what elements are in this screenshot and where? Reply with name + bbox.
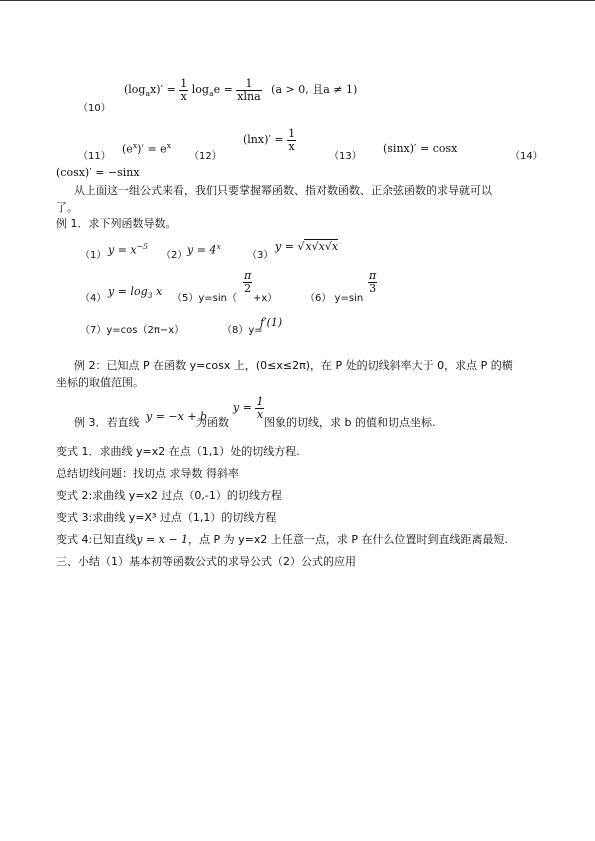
variant-4: 变式 4:已知直线y = x − 1，点 P 为 y=x2 上任意一点，求 P 在什么位置时到直线距离最短. xyxy=(56,533,509,546)
ex1-item-3-label: （3） xyxy=(247,250,274,261)
example-1-title: 例 1．求下列函数导数。 xyxy=(56,217,177,230)
ex1-item-2-label: （2） xyxy=(161,250,188,261)
variant-1: 变式 1．求曲线 y=x2 在点（1,1）处的切线方程. xyxy=(56,445,300,458)
ex1-item-6-frac: $\frac{\pi}{3}$ xyxy=(369,269,377,295)
variant-3: 变式 3:求曲线 y=X³ 过点（1,1）的切线方程 xyxy=(56,511,277,524)
formula-13-label: （13） xyxy=(329,151,362,162)
summary-tangent: 总结切线问题：找切点 求导数 得斜率 xyxy=(56,467,239,480)
formula-12: (lnx)′ = $\frac{1}{x}$ xyxy=(243,127,296,153)
formula-13: (sinx)′ = cosx xyxy=(383,142,458,155)
ex1-item-4-expr: $y = \log_3 x$ xyxy=(108,285,163,301)
ex1-item-1-expr: $y = x^{-5}$ xyxy=(108,242,148,257)
paragraph-line-1: 从上面这一组公式来看，我们只要掌握幂函数、指对数函数、正余弦函数的求导就可以 xyxy=(74,184,492,197)
formula-10-label: （10） xyxy=(78,103,111,114)
ex1-item-6-label: （6） y=sin xyxy=(305,293,364,304)
ex1-item-3-expr: y = √x√x√x xyxy=(275,240,339,253)
example-2-line-2: 坐标的取值范围。 xyxy=(56,376,144,389)
conclusion: 三、小结（1）基本初等函数公式的求导公式（2）公式的应用 xyxy=(56,555,356,568)
formula-14: (cosx)′ = −sinx xyxy=(56,166,140,179)
formula-10-condition: (a > 0, 且a ≠ 1) xyxy=(271,83,358,97)
ex1-item-8-expr: f′(1) xyxy=(260,316,283,329)
ex1-item-1-label: （1） xyxy=(80,250,107,261)
ex1-item-5-tail: +x） xyxy=(253,293,278,304)
example-2-line-1: 例 2：已知点 P 在函数 y=cosx 上，(0≤x≤2π)，在 P 处的切线斜率大于 0，求点 P 的横 xyxy=(74,359,513,372)
example-3-func: y = $\frac{1}{x}$ xyxy=(233,395,264,421)
ex1-item-8-label: （8）y= xyxy=(222,325,263,336)
formula-14-label: （14） xyxy=(510,151,543,162)
formula-12-label: （12） xyxy=(189,151,222,162)
ex1-item-4-label: （4） xyxy=(80,293,107,304)
formula-11-label: （11） xyxy=(78,151,111,162)
example-3-suffix: 图象的切线，求 b 的值和切点坐标. xyxy=(264,416,436,429)
top-border-line xyxy=(0,0,595,1)
example-3-line-expr: y = −x + b xyxy=(146,410,208,423)
paragraph-line-2: 了。 xyxy=(56,201,78,214)
ex1-item-5-frac: $\frac{\pi}{2}$ xyxy=(244,269,252,295)
formula-10: $(\log_ax)'$ = $\frac{1}{x}$ $\log_ae$ = $\frac{1}{xlna}$ (a > 0, 且a ≠ 1) xyxy=(124,77,358,103)
ex1-item-7: （7）y=cos（2π−x） xyxy=(80,325,185,336)
variant-2: 变式 2:求曲线 y=x2 过点（0,-1）的切线方程 xyxy=(56,489,282,502)
ex1-item-5-label: （5）y=sin（ xyxy=(172,293,237,304)
ex1-item-2-expr: $y = 4^x$ xyxy=(187,242,221,257)
example-3-mid: 为函数 xyxy=(196,416,229,429)
formula-11: $(e^x)' = e^x$ xyxy=(122,141,172,156)
example-3-prefix: 例 3．若直线 xyxy=(74,416,140,429)
